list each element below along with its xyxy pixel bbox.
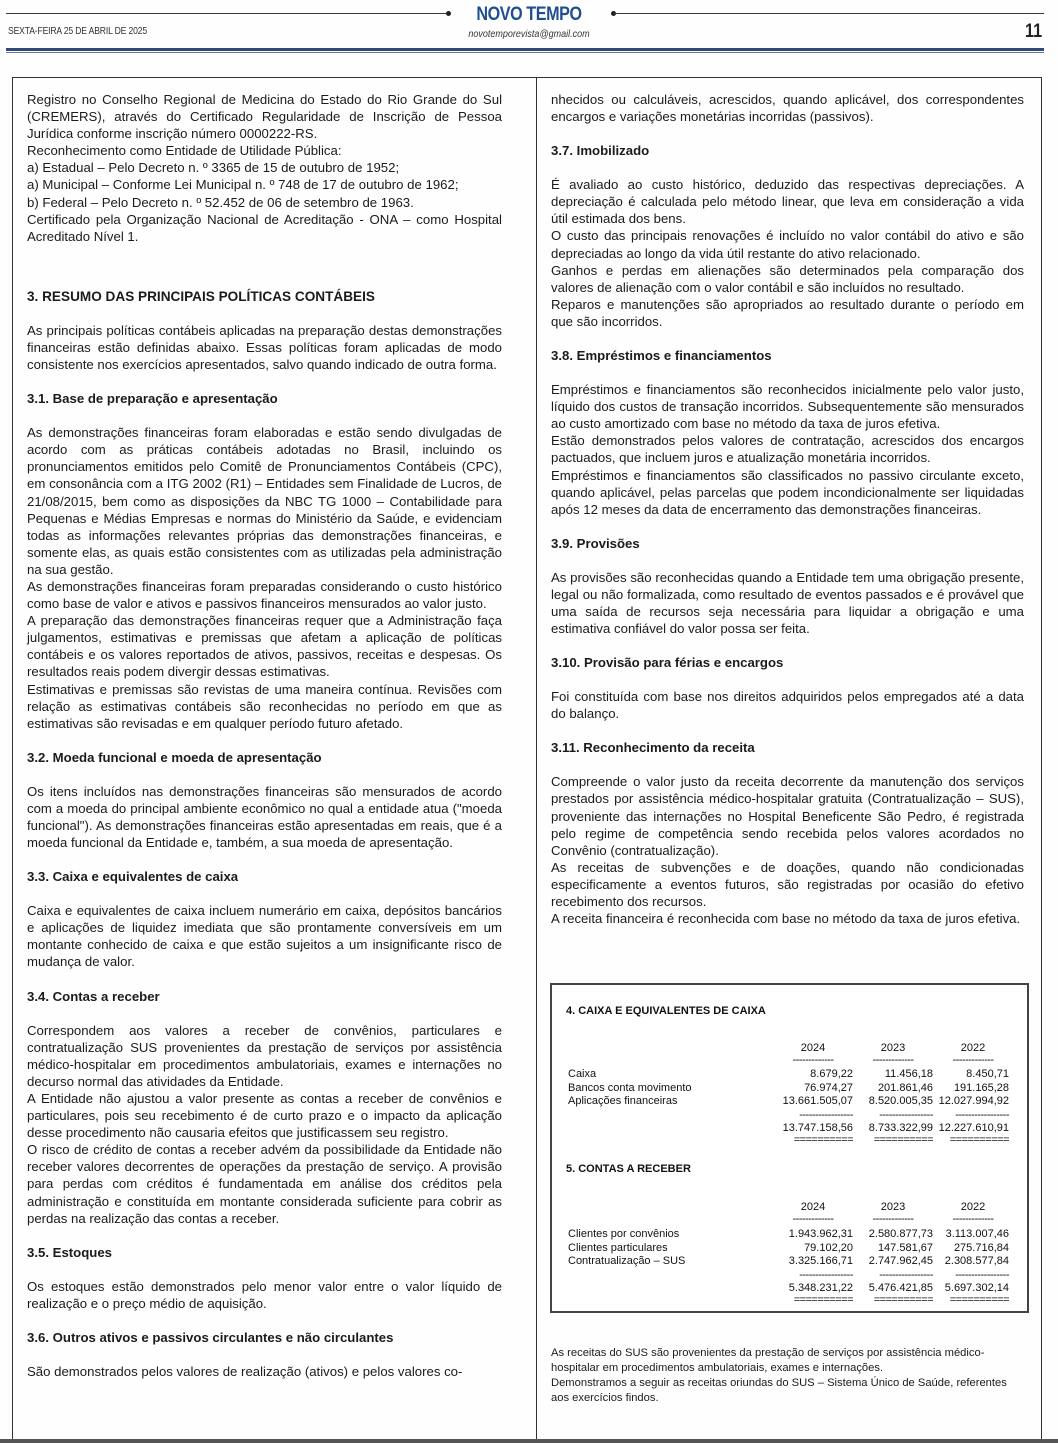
rule: ----------------- [799,1109,853,1121]
left-column [27,91,502,1380]
paragraph: Demonstramos a seguir as receitas oriundas do SUS – Sistema Único de Saúde, referentes aos exercícios findos. [551,1377,1007,1404]
rule: ========== [949,1134,1009,1146]
rule: ----------------- [799,1269,853,1281]
paragraph: Compreende o valor justo da receita decorrente da manutenção dos serviços prestados por assistência médico-hospitalar gratuita (Contratualização – SUS), proveniente das internações no Hospital Beneficente São Pedro, é registrada pelo regime de competência sendo recebida pelos valores acordados no Convênio (contratualização). [551,774,1024,858]
masthead [0,0,1058,60]
financial-tables-box [550,983,1029,1313]
total-cell: 13.747.158,56 [782,1122,853,1134]
header-rule [6,48,1044,51]
subsection-heading: 3.6. Outros ativos e passivos circulantes e não circulantes [27,1329,394,1345]
row-label: Clientes por convênios [568,1228,680,1240]
cell: 79.102,20 [804,1241,853,1254]
intro-line: a) Municipal – Conforme Lei Municipal n. º 748 de 17 de outubro de 1962; [27,177,459,193]
paragraph: Estimativas e premissas são revistas de uma maneira contínua. Revisões com relação as estimativas contábeis são reconhecidas no período em que as estimativas são revisadas e em qualquer período futuro afetado. [27,681,502,731]
rule-row [568,1269,1028,1283]
cell: 275.716,84 [953,1241,1009,1254]
paragraph: A Entidade não ajustou a valor presente as contas a receber de convênios e particulares, pois seu recebimento é de curto prazo e o impacto da aplicação desse procedimento não causaria efeitos que justificassem seu registro. [27,1090,502,1141]
rule: ----------------- [955,1269,1009,1281]
intro-paragraph: Registro no Conselho Regional de Medicina do Estado do Rio Grande do Sul (CREMERS), através do Certificado Regularidade de Inscrição de Pessoa Jurídica conforme inscrição número 0000222-RS. [27,92,502,142]
cell: 2.580.877,73 [868,1228,933,1240]
rule: ========== [793,1294,853,1306]
cell: 2.308.577,84 [944,1255,1009,1267]
paragraph: As demonstrações financeiras foram elaboradas e estão sendo divulgadas de acordo com as práticas contábeis adotadas no Brasil, incluindo os pronunciamentos emitidos pelo Comitê de Pronunciamentos Contábeis (CPC), em consonância com a ITG 2002 (R1) – Entidades sem Finalidade de Lucros, de 21/08/2015, bem como as disposições da NBC TG 1000 – Contabilidade para Pequenas e Médias Empresas e normas do Ministério da Saúde, e evidenciam todas as informações relevantes próprias das demonstrações financeiras, e somente elas, as quais estão consistentes com as utilizadas pela administração na sua gestão. [27,425,502,577]
paragraph: As principais políticas contábeis aplicadas na preparação destas demonstrações financeiras estão definidas abaixo. Essas políticas foram aplicadas de modo consistente nos exercícios apresentados, salvo quando indicado de outra forma. [27,322,502,373]
intro-line: Reconhecimento como Entidade de Utilidade Pública: [27,143,342,159]
subsection-heading: 3.5. Estoques [27,1244,113,1260]
paragraph: Correspondem aos valores a receber de convênios, particulares e contratualização SUS provenientes da prestação de serviços por assistência médico-hospitalar em procedimentos ambulatoriais, exames e internações no decurso normal das atividades da Entidade. [27,1022,502,1089]
double-rule-row [568,1294,1028,1308]
year-col: 2022 [960,1201,986,1213]
rule-row [568,1054,1028,1068]
table-row [568,1082,1028,1096]
year-col: 2024 [800,1201,826,1213]
paragraph: Os itens incluídos nas demonstrações financeiras são mensurados de acordo com a moeda do principal ambiente econômico no qual a entidade atua ("moeda funcional"). As demonstrações financeiras estão apresentadas em reais, que é a moeda funcional da Entidade e, também, a sua moeda de apresentação. [27,783,502,851]
rule: ------------- [872,1054,914,1066]
bottom-rule [0,1439,1058,1443]
paragraph: Reparos e manutenções são apropriados ao resultado durante o período em que são incorridos. [551,296,1024,329]
rule: ----------------- [955,1109,1009,1121]
rule: ========== [793,1134,853,1146]
cash-table-title: 4. CAIXA E EQUIVALENTES DE CAIXA [566,1005,766,1017]
paragraph: Estão demonstrados pelos valores de contratação, acrescidos dos encargos pactuados, que incluem juros e atualização monetária incorridos. [551,433,1024,466]
cell: 191.165,28 [953,1081,1009,1094]
cell: 76.974,27 [804,1081,853,1094]
paragraph: Foi constituída com base nos direitos adquiridos pelos empregados até a data do balanço. [551,689,1024,722]
table-row [568,1255,1028,1269]
subsection-heading: 3.1. Base de preparação e apresentação [27,391,278,407]
rule: ------------- [872,1213,914,1225]
subsection-heading: 3.8. Empréstimos e financiamentos [551,348,772,364]
cell: 12.027.994,92 [938,1095,1009,1107]
paragraph: O custo das principais renovações é incluído no valor contábil do ativo e são depreciadas ao longo da vida útil restante do ativo relacionado. [551,228,1024,261]
paragraph: São demonstrados pelos valores de realização (ativos) e pelos valores co- [27,1363,463,1379]
rule: ========== [873,1294,933,1306]
paragraph: As receitas do SUS são provenientes da prestação de serviços por assistência médico-hospitalar em procedimentos ambulatoriais, exames e internações. [551,1347,985,1374]
right-column [551,91,1024,927]
paragraph: As provisões são reconhecidas quando a Entidade tem uma obrigação presente, legal ou não formalizada, como resultado de eventos passados e é provável que uma saída de recursos seja necessária para liquidar a obrigação e uma estimativa confiável do valor possa ser feita. [551,569,1024,637]
row-label: Bancos conta movimento [568,1081,692,1094]
total-cell: 5.348.231,22 [788,1282,853,1294]
rule: ----------------- [879,1269,933,1281]
cell: 13.661.505,07 [782,1095,853,1107]
subsection-heading: 3.7. Imobilizado [551,143,650,159]
intro-line: a) Estadual – Pelo Decreto n. º 3365 de 15 de outubro de 1952; [27,160,400,176]
paragraph: Os estoques estão demonstrados pelo menor valor entre o valor líquido de realização e o preço médio de aquisição. [27,1278,502,1311]
year-col: 2024 [800,1042,826,1054]
rule-row [568,1109,1028,1123]
rule: ------------- [952,1054,994,1066]
paragraph: A preparação das demonstrações financeiras requer que a Administração faça julgamentos, estimativas e premissas que afetam a aplicação de políticas contábeis e os valores reportados de ativos, passivos, receitas e despesas. Os resultados reais podem divergir dessas estimativas. [27,613,502,680]
table-row [568,1068,1028,1082]
paragraph: A receita financeira é reconhecida com base no método da taxa de juros efetiva. [551,911,1021,927]
subsection-heading: 3.9. Provisões [551,535,640,551]
year-col: 2023 [880,1042,906,1054]
contact-email: novotemporevista@gmail.com [468,29,590,40]
row-label: Contratualização – SUS [568,1255,686,1267]
paragraph: nhecidos ou calculáveis, acrescidos, quando aplicável, dos correspondentes encargos e variações monetárias incorridas (passivos). [551,92,1024,125]
double-rule-row [568,1134,1028,1148]
receivables-table-title: 5. CONTAS A RECEBER [566,1163,691,1175]
paragraph: Ganhos e perdas em alienações são determinados pela comparação dos valores de alienação com o valor contábil e são incluídos no resultado. [551,262,1024,295]
year-col: 2022 [960,1042,986,1054]
table-row [568,1095,1028,1109]
issue-date: SEXTA-FEIRA 25 DE ABRIL DE 2025 [8,25,147,37]
page-number: 11 [1024,21,1042,42]
paragraph: É avaliado ao custo histórico, deduzido das respectivas depreciações. A depreciação é calculada pelo método linear, que leva em consideração a vida útil estimada dos bens. [551,177,1024,227]
sus-revenue-note [551,1346,1021,1406]
column-divider [536,78,537,1443]
cell: 3.325.166,71 [788,1255,853,1267]
rule: ------------- [792,1054,834,1066]
newspaper-title: NOVO TEMPO [476,4,582,25]
paragraph: As demonstrações financeiras foram preparadas considerando o custo histórico como base de valor e ativos e passivos financeiros mensurados ao valor justo. [27,578,502,612]
total-cell: 5.697.302,14 [944,1282,1009,1294]
row-label: Clientes particulares [568,1241,668,1254]
row-label: Caixa [568,1068,597,1080]
rule: ------------- [952,1213,994,1225]
cell: 8.520.005,35 [868,1095,933,1107]
intro-line: b) Federal – Pelo Decreto n. º 52.452 de 06 de setembro de 1963. [27,194,414,210]
paragraph: Empréstimos e financiamentos são classificados no passivo circulante exceto, quando aplicável, pelas parcelas que podem incondicionalmente ser liquidadas após 12 meses da data de encerramento das demonstrações financeiras. [551,467,1024,517]
rule-row [568,1213,1028,1227]
cell: 3.113.007,46 [945,1228,1009,1240]
paragraph: As receitas de subvenções e de doações, quando não condicionadas especificamente a eventos futuros, são registradas por ocasião do efetivo recebimento dos recursos. [551,859,1024,909]
section-heading: 3. RESUMO DAS PRINCIPAIS POLÍTICAS CONTÁBEIS [27,288,375,304]
intro-paragraph: Certificado pela Organização Nacional de Acreditação - ONA – como Hospital Acreditado Nível 1. [27,211,502,244]
year-col: 2023 [880,1201,906,1213]
subsection-heading: 3.3. Caixa e equivalentes de caixa [27,869,239,885]
paragraph: O risco de crédito de contas a receber advém da possibilidade da Entidade não receber valores decorrentes de operações da prestação de serviço. A provisão para perdas com créditos é fundamentada em análise dos créditos pela administração e constituída em montante considerada suficiente para cobrir as perdas na realização das contas a receber. [27,1142,502,1226]
cell: 11.456,18 [884,1068,933,1080]
rule: ----------------- [879,1109,933,1121]
cell: 8.450,71 [966,1068,1009,1080]
cell: 2.747.962,45 [868,1255,933,1267]
table-row [568,1228,1028,1242]
table-row [568,1242,1028,1256]
header-rule-thin [6,52,1044,53]
cell: 201.861,46 [877,1081,933,1094]
subsection-heading: 3.2. Moeda funcional e moeda de apresentação [27,749,322,765]
rule: ------------- [792,1213,834,1225]
cell: 8.679,22 [810,1068,853,1080]
total-cell: 8.733.322,99 [868,1122,933,1134]
total-cell: 5.476.421,85 [868,1282,933,1294]
row-label: Aplicações financeiras [568,1095,678,1107]
paragraph: Empréstimos e financiamentos são reconhecidos inicialmente pelo valor justo, líquido dos custos de transação incorridos. Subsequentemente são mensurados ao custo amortizado com base no método da taxa de juros efetiva. [551,382,1024,432]
paragraph: Caixa e equivalentes de caixa incluem numerário em caixa, depósitos bancários e aplicações de liquidez imediata que são prontamente conversíveis em um montante conhecido de caixa e que estão sujeitos a um insignificante risco de mudança de valor. [27,903,502,970]
subsection-heading: 3.10. Provisão para férias e encargos [551,655,784,671]
rule: ========== [873,1134,933,1146]
subsection-heading: 3.11. Reconhecimento da receita [551,740,755,756]
total-cell: 12.227.610,91 [938,1122,1009,1134]
cell: 147.581,67 [877,1241,933,1254]
rule: ========== [949,1294,1009,1306]
cell: 1.943.962,31 [788,1228,853,1240]
subsection-heading: 3.4. Contas a receber [27,988,160,1004]
